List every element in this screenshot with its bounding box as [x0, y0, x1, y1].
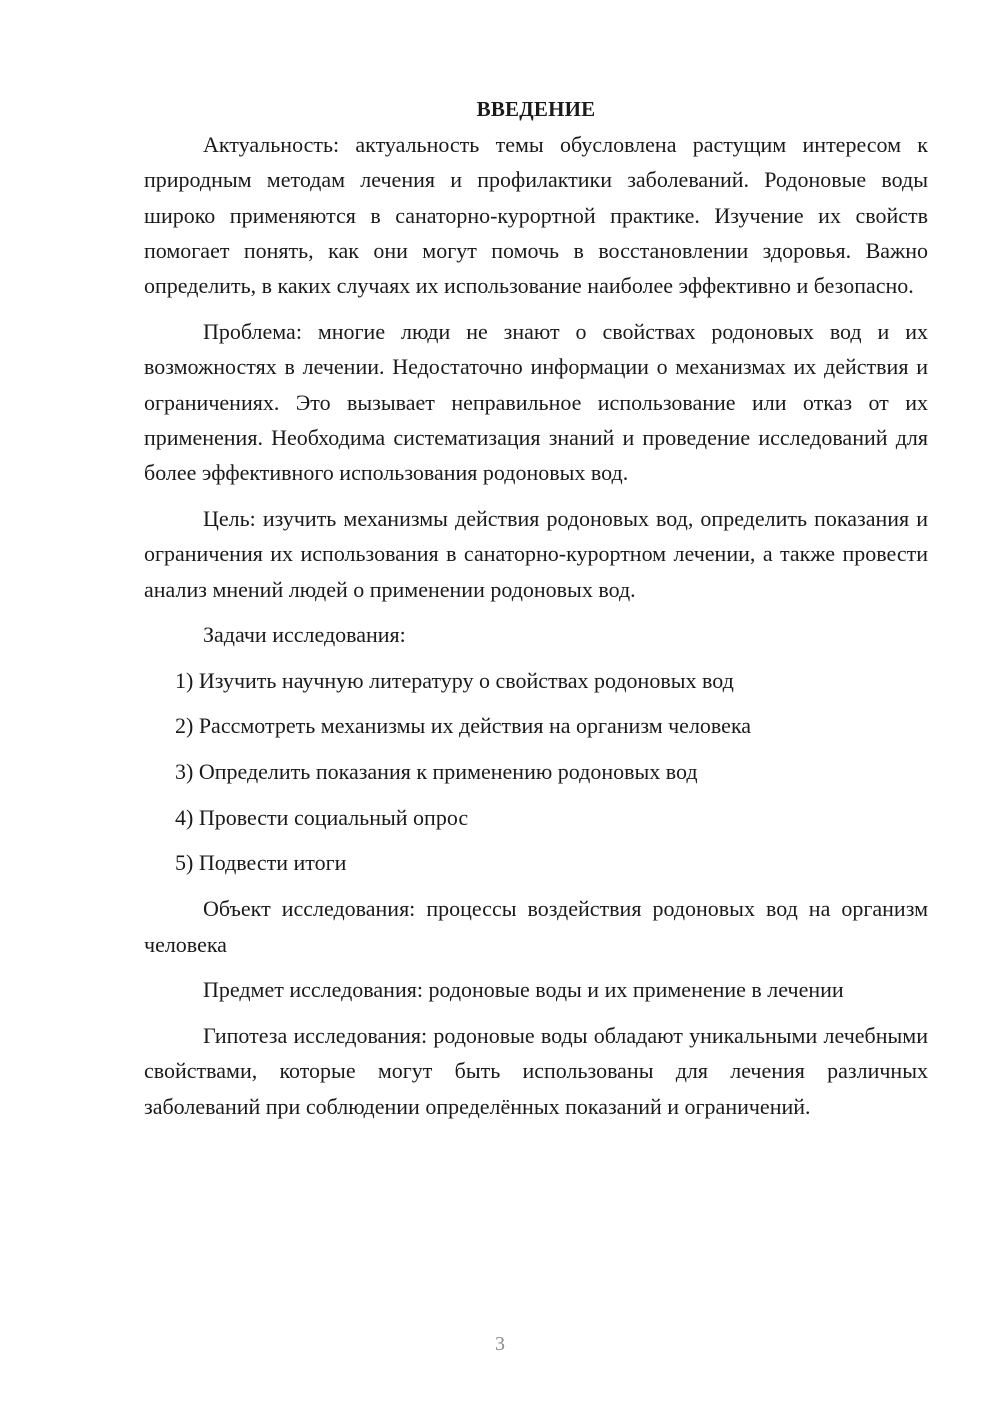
list-item: 2) Рассмотреть механизмы их действия на организм человека [175, 713, 752, 739]
paragraph-hypothesis: Гипотеза исследования: родоновые воды обладают уникальными лечебными свойствами, которые могут быть использованы для лечения различных заболеваний при соблюдении определённых показаний и ограничений. [144, 1023, 928, 1119]
tasks-heading: Задачи исследования: [203, 622, 406, 648]
list-item: 5) Подвести итоги [175, 850, 347, 876]
paragraph-goal: Цель: изучить механизмы действия родоновых вод, определить показания и ограничения их использования в санаторно-курортном лечении, а также провести анализ мнений людей о применении родоновых вод. [144, 505, 928, 602]
paragraph-relevance: Актуальность: актуальность темы обусловлена растущим интересом к природным методам лечения и профилактики заболеваний. Родоновые воды широко применяются в санаторно-курортной практике. Изучение их свойств помогает понять, как они могут помочь в восстановлении здоровья. Важно определить, в каких случаях их использование наиболее эффективно и безопасно. [144, 132, 928, 299]
paragraph-problem: Проблема: многие люди не знают о свойствах родоновых вод и их возможностях в лечении. Недостаточно информации о механизмах их действия и ограничениях. Это вызывает неправильное использование или отказ от их применения. Необходима систематизация знаний и проведение исследований для более эффективного использования родоновых вод. [144, 318, 928, 486]
page-title: ВВЕДЕНИЕ [476, 97, 596, 121]
list-item: 4) Провести социальный опрос [175, 804, 469, 830]
list-item: 3) Определить показания к применению родоновых вод [175, 759, 698, 785]
tasks-list [144, 663, 928, 881]
paragraph-object: Объект исследования: процессы воздействия родоновых вод на организм человека [144, 896, 928, 957]
page-number: 3 [495, 1333, 505, 1355]
paragraph-subject: Предмет исследования: родоновые воды и их применение в лечении [203, 977, 844, 1003]
list-item: 1) Изучить научную литературу о свойствах родоновых вод [175, 667, 734, 693]
document-page [144, 92, 928, 1134]
